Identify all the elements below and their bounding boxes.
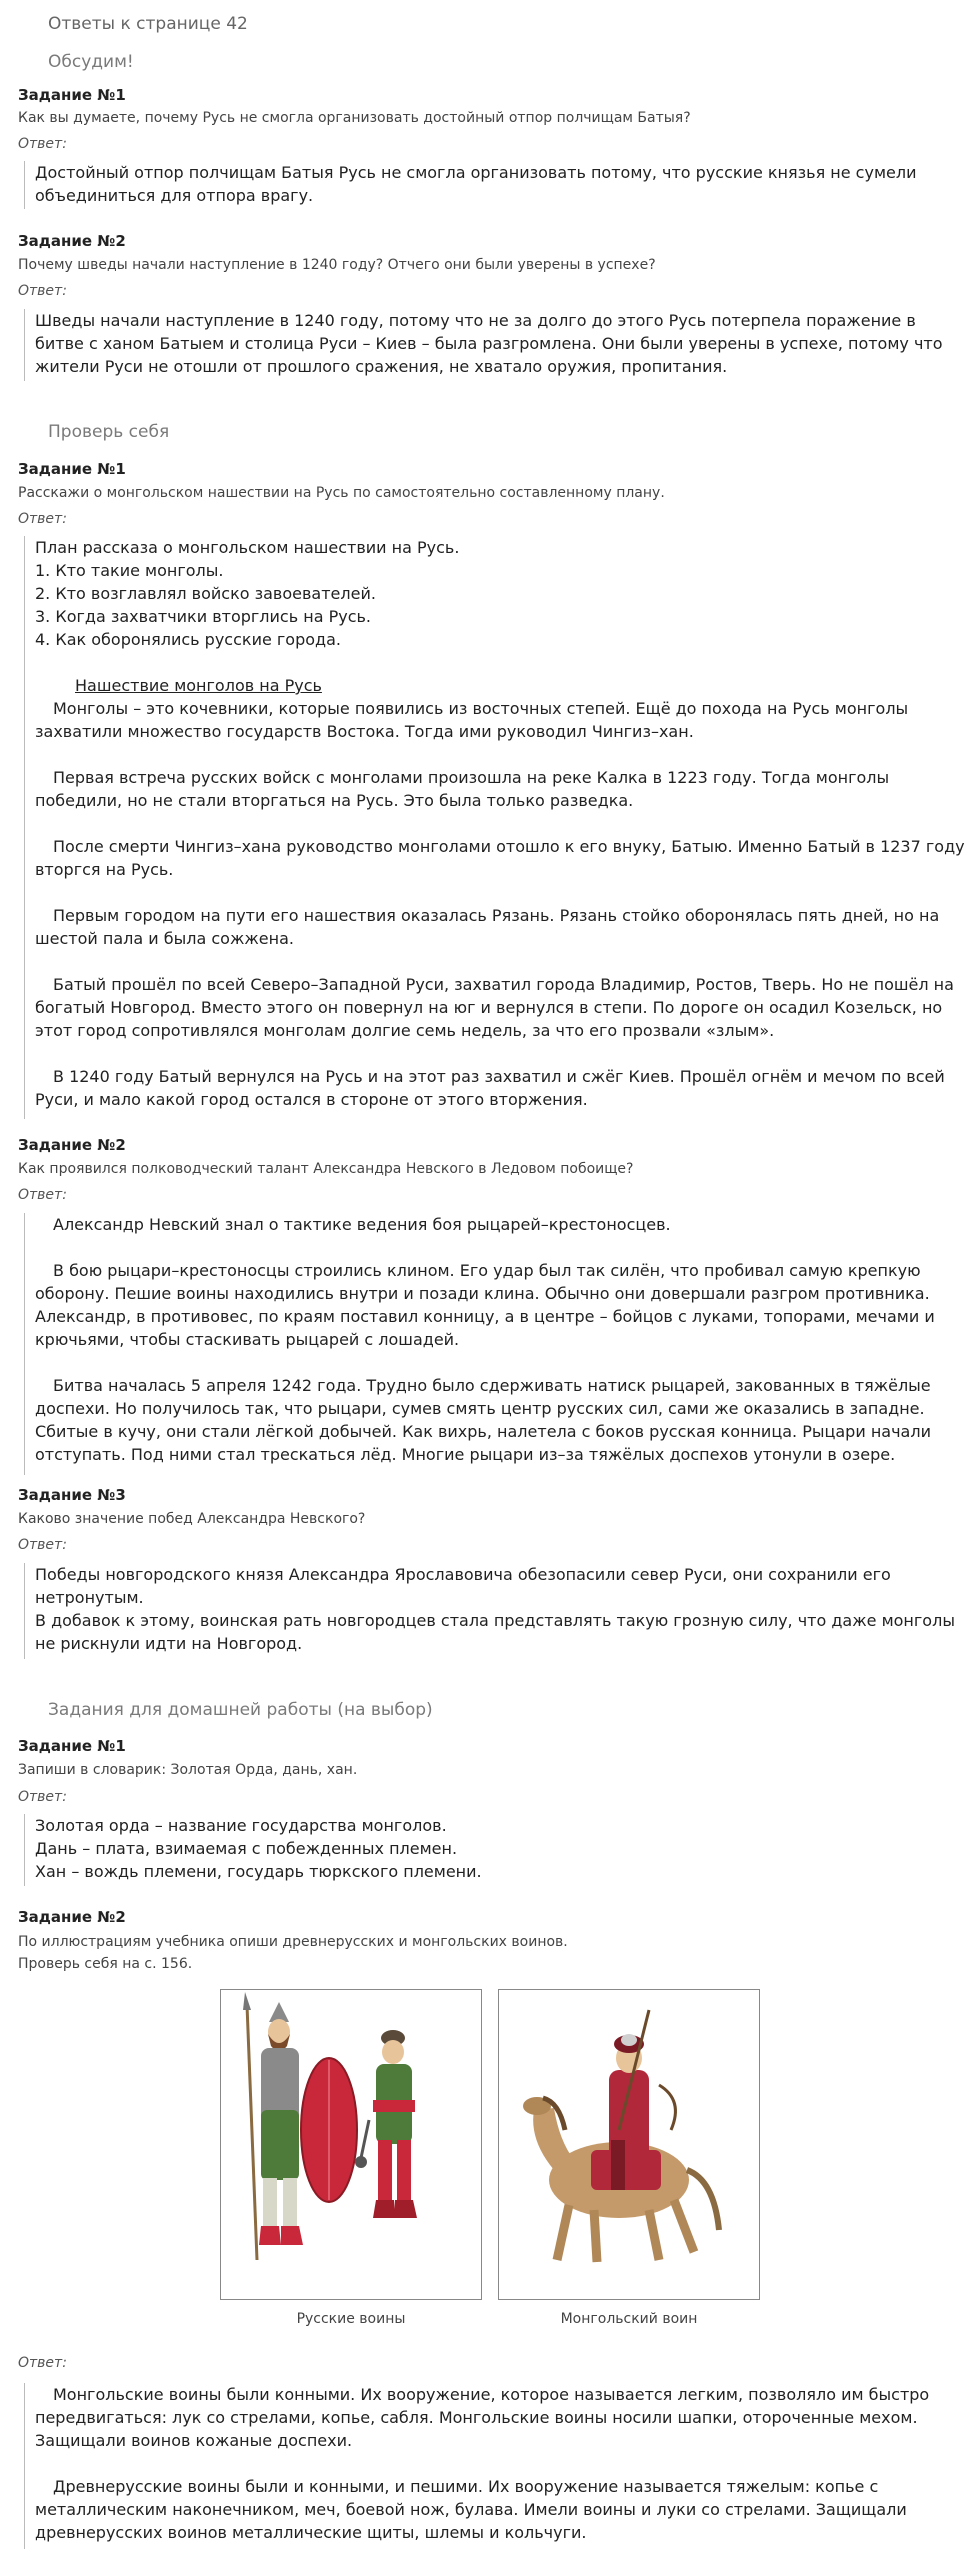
story-paragraph: Монголы – это кочевники, которые появились из восточных степей. Ещё до похода на Русь монголы захватили множество государств Востока. Тогда ими руководил Чингиз–хан.	[35, 699, 909, 741]
story-paragraph: Первым городом на пути его нашествия оказалась Рязань. Рязань стойко оборонялась пять дней, но на шестой пала и была сожжена.	[35, 906, 940, 948]
task-heading: Задание №1	[18, 86, 126, 104]
task-heading: Задание №3	[18, 1486, 126, 1504]
russian-warriors-illustration	[220, 1989, 482, 2300]
answer-block	[24, 1213, 969, 1475]
answer-paragraph: Древнерусские воины были и конными, и пешими. Их вооружение называется тяжелым: копье с металлическим наконечником, меч, боевой нож, булава. Имели воины и луки со стрелами. Защищали древнерусских воинов металлические щиты, шлемы и кольчуги.	[35, 2477, 907, 2542]
story-paragraph: После смерти Чингиз–хана руководство монголами отошло к его внуку, Батыю. Именно Батый в 1237 году вторгся на Русь.	[35, 837, 965, 879]
russian-warriors-image	[221, 1990, 481, 2299]
section-title-homework: Задания для домашней работы (на выбор)	[48, 1700, 433, 1720]
plan-item: 1. Кто такие монголы.	[35, 561, 224, 580]
task-heading: Задание №2	[18, 1908, 126, 1926]
task-question: Расскажи о монгольском нашествии на Русь по самостоятельно составленному плану.	[18, 485, 665, 501]
page-title: Ответы к странице 42	[48, 14, 248, 34]
figure-caption: Русские воины	[296, 2311, 406, 2327]
section-title-check: Проверь себя	[48, 422, 170, 442]
answer-block	[24, 309, 969, 381]
answer-paragraph: Победы новгородского князя Александра Ярославовича обезопасили север Руси, они сохранили его нетронутым.	[35, 1565, 891, 1607]
answer-label: Ответ:	[18, 1789, 67, 1805]
task-heading: Задание №2	[18, 1136, 126, 1154]
answer-text: Шведы начали наступление в 1240 году, потому что не за долго до этого Русь потерпела поражение в битве с ханом Батыем и столица Руси – Киев – была разгромлена. Они были уверены в успехе, потому что жители Руси не отошли от прошлого сражения, не хватало оружия, пропитания.	[35, 311, 943, 376]
task-heading: Задание №2	[18, 232, 126, 250]
answer-paragraph: В добавок к этому, воинская рать новгородцев стала представлять такую грозную силу, что даже монголы не рискнули идти на Новгород.	[35, 1611, 955, 1653]
dictionary-line: Дань – плата, взимаемая с побежденных племен.	[35, 1839, 458, 1858]
story-title: Нашествие монголов на Русь	[75, 676, 322, 695]
answer-paragraph: Монгольские воины были конными. Их вооружение, которое называется легким, позволяло им быстро передвигаться: лук со стрелами, копье, сабля. Монгольские воины носили шапки, отороченные мехом. Защищали воинов кожаные доспехи.	[35, 2385, 930, 2450]
task-question: Запиши в словарик: Золотая Орда, дань, хан.	[18, 1762, 358, 1778]
answer-block	[24, 2383, 969, 2549]
plan-item: 4. Как оборонялись русские города.	[35, 630, 341, 649]
story-paragraph: Батый прошёл по всей Северо–Западной Руси, захватил города Владимир, Ростов, Тверь. Но не пошёл на богатый Новгород. Вместо этого он повернул на юг и вернулся в степи. По дороге он осадил Козельск, но этот город сопротивлялся монголам долгие семь недель, за что его прозвали «злым».	[35, 975, 954, 1040]
task-question: Каково значение побед Александра Невского?	[18, 1511, 366, 1527]
dictionary-line: Хан – вождь племени, государь тюркского племени.	[35, 1862, 482, 1881]
answer-paragraph: Александр Невский знал о тактике ведения боя рыцарей–крестоносцев.	[53, 1215, 671, 1234]
answer-block	[24, 1563, 969, 1659]
mongol-warrior-illustration	[498, 1989, 760, 2300]
answer-block	[24, 536, 969, 1119]
section-title-discuss: Обсудим!	[48, 52, 134, 72]
answer-label: Ответ:	[18, 2355, 67, 2371]
answer-text: Достойный отпор полчищам Батыя Русь не смогла организовать потому, что русские князья не сумели объединиться для отпора врагу.	[35, 163, 917, 205]
task-question: Как вы думаете, почему Русь не смогла организовать достойный отпор полчищам Батыя?	[18, 110, 691, 126]
plan-title: План рассказа о монгольском нашествии на Русь.	[35, 538, 460, 557]
task-question: По иллюстрациям учебника опиши древнерусских и монгольских воинов.	[18, 1934, 568, 1950]
answer-label: Ответ:	[18, 283, 67, 299]
dictionary-line: Золотая орда – название государства монголов.	[35, 1816, 447, 1835]
story-paragraph: В 1240 году Батый вернулся на Русь и на этот раз захватил и сжёг Киев. Прошёл огнём и мечом по всей Руси, и мало какой город остался в стороне от этого вторжения.	[35, 1067, 945, 1109]
answer-block	[24, 161, 969, 209]
task-question: Проверь себя на с. 156.	[18, 1956, 193, 1972]
task-question: Как проявился полководческий талант Александра Невского в Ледовом побоище?	[18, 1161, 634, 1177]
answer-label: Ответ:	[18, 511, 67, 527]
plan-item: 3. Когда захватчики вторглись на Русь.	[35, 607, 372, 626]
answer-label: Ответ:	[18, 1187, 67, 1203]
figure-caption: Монгольский воин	[560, 2311, 698, 2327]
task-question: Почему шведы начали наступление в 1240 году? Отчего они были уверены в успехе?	[18, 257, 656, 273]
answer-block	[24, 1814, 969, 1886]
task-heading: Задание №1	[18, 1737, 126, 1755]
answer-paragraph: Битва началась 5 апреля 1242 года. Трудно было сдерживать натиск рыцарей, закованных в тяжёлые доспехи. Но получилось так, что рыцари, сумев смять центр русских сил, сами же оказались в западне. Сбитые в кучу, они стали лёгкой добычей. Как вихрь, налетела с боков русская конница. Рыцари начали отступать. Под ними стал трескаться лёд. Многие рыцари из–за тяжёлых доспехов утонули в озере.	[35, 1376, 931, 1464]
story-paragraph: Первая встреча русских войск с монголами произошла на реке Калка в 1223 году. Тогда монголы победили, но не стали вторгаться на Русь. Это была только разведка.	[35, 768, 890, 810]
answer-label: Ответ:	[18, 1537, 67, 1553]
task-heading: Задание №1	[18, 460, 126, 478]
plan-item: 2. Кто возглавлял войско завоевателей.	[35, 584, 376, 603]
answer-label: Ответ:	[18, 136, 67, 152]
mongol-warrior-image	[499, 1990, 759, 2299]
answer-paragraph: В бою рыцари–крестоносцы строились клином. Его удар был так силён, что пробивал самую крепкую оборону. Пешие воины находились внутри и позади клина. Обычно они довершали разгром противника. Александр, в противовес, по краям поставил конницу, а в центре – бойцов с луками, топорами, мечами и крючьями, чтобы стаскивать рыцарей с лошадей.	[35, 1261, 935, 1349]
